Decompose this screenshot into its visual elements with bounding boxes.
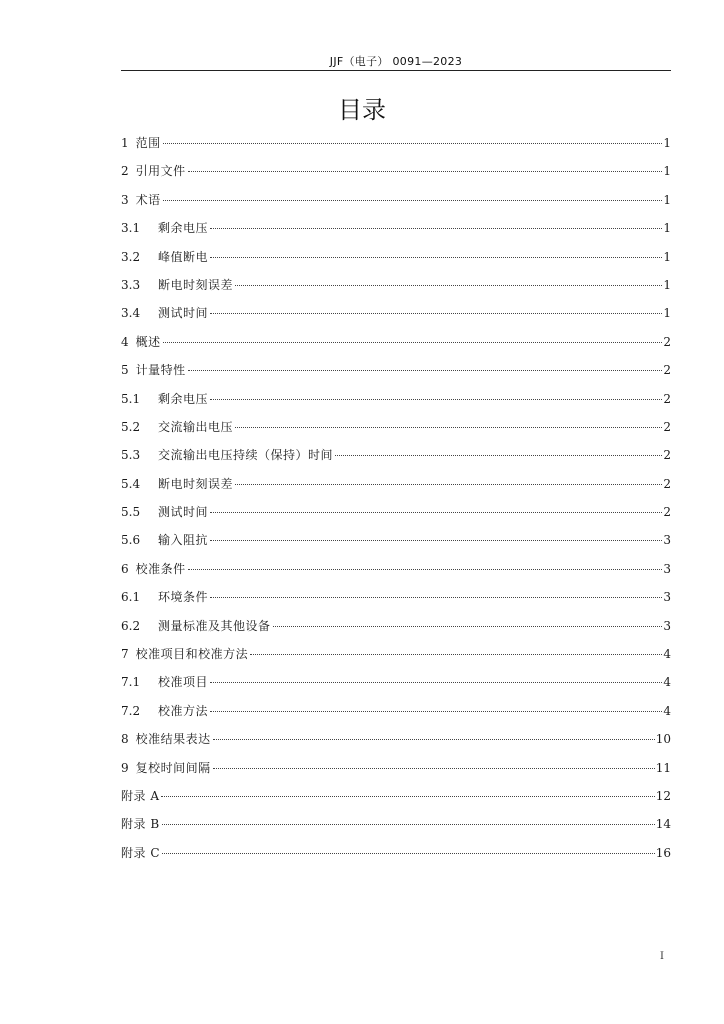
toc-entry-page: 10 xyxy=(655,732,671,747)
toc-entry[interactable] xyxy=(121,385,671,413)
toc-entry-label: 校准项目和校准方法 xyxy=(135,647,249,662)
toc-entry-page: 2 xyxy=(663,363,671,378)
toc-entry-number: 5 xyxy=(121,363,129,378)
toc-entry[interactable] xyxy=(121,754,671,782)
toc-entry[interactable] xyxy=(121,782,671,810)
toc-entry-page: 11 xyxy=(655,760,671,775)
toc-entry[interactable] xyxy=(121,526,671,554)
toc-entry-page: 1 xyxy=(663,221,671,236)
toc-entry-label: 附录 C xyxy=(121,845,160,860)
toc-dot-leader xyxy=(163,143,663,144)
toc-entry[interactable] xyxy=(121,725,671,753)
toc-entry[interactable] xyxy=(121,839,671,867)
toc-entry-page: 1 xyxy=(663,306,671,321)
toc-dot-leader xyxy=(273,626,663,627)
toc-entry-number: 7 xyxy=(121,647,129,662)
toc-dot-leader xyxy=(210,682,662,683)
toc-entry-label: 测试时间 xyxy=(158,505,209,520)
toc-dot-leader xyxy=(163,200,663,201)
toc-entry-page: 1 xyxy=(663,136,671,150)
toc-entry-label: 附录 A xyxy=(121,788,160,803)
toc-entry-label: 附录 B xyxy=(121,817,160,832)
toc-entry-page: 16 xyxy=(655,845,671,860)
toc-entry-label: 概述 xyxy=(135,334,161,349)
toc-entry-label: 剩余电压 xyxy=(158,221,209,236)
toc-dot-leader xyxy=(210,711,662,712)
toc-entry-page: 4 xyxy=(663,703,671,718)
toc-entry-page: 1 xyxy=(663,277,671,292)
toc-dot-leader xyxy=(210,597,662,598)
toc-dot-leader xyxy=(162,824,655,825)
toc-entry-number: 3.1 xyxy=(121,221,141,236)
toc-dot-leader xyxy=(210,228,662,229)
running-header: JJF（电子） 0091—2023 xyxy=(329,55,463,68)
toc-entry-number: 3.4 xyxy=(121,306,141,321)
toc-entry-number: 9 xyxy=(121,760,129,775)
toc-entry[interactable] xyxy=(121,697,671,725)
toc-entry-number: 5.5 xyxy=(121,505,141,520)
toc-entry-label: 交流输出电压 xyxy=(158,419,234,434)
toc-dot-leader xyxy=(210,399,662,400)
header-rule xyxy=(121,70,671,71)
toc-entry[interactable] xyxy=(121,129,671,157)
toc-entry[interactable] xyxy=(121,498,671,526)
toc-dot-leader xyxy=(235,484,662,485)
toc-entry-number: 3.2 xyxy=(121,249,141,264)
toc-entry-label: 校准结果表达 xyxy=(135,732,211,747)
toc-entry-number: 6.1 xyxy=(121,590,141,605)
toc-entry-label: 环境条件 xyxy=(158,590,209,605)
toc-dot-leader xyxy=(210,512,662,513)
page-title: 目录 xyxy=(338,96,386,124)
toc-entry-page: 3 xyxy=(663,618,671,633)
toc-entry-number: 5.4 xyxy=(121,476,141,491)
toc-dot-leader xyxy=(161,796,654,797)
table-of-contents xyxy=(121,129,671,867)
toc-entry-label: 范围 xyxy=(135,136,161,150)
toc-dot-leader xyxy=(163,342,663,343)
toc-dot-leader xyxy=(235,285,662,286)
toc-entry-number: 6.2 xyxy=(121,618,141,633)
toc-entry-number: 7.1 xyxy=(121,675,141,690)
toc-entry-number: 5.2 xyxy=(121,419,141,434)
toc-dot-leader xyxy=(210,313,662,314)
toc-entry[interactable] xyxy=(121,810,671,838)
toc-entry[interactable] xyxy=(121,612,671,640)
toc-dot-leader xyxy=(213,768,655,769)
toc-entry-page: 2 xyxy=(663,391,671,406)
toc-entry[interactable] xyxy=(121,413,671,441)
toc-entry-number: 8 xyxy=(121,732,129,747)
toc-entry[interactable] xyxy=(121,157,671,185)
toc-entry[interactable] xyxy=(121,668,671,696)
toc-entry-label: 断电时刻误差 xyxy=(158,476,234,491)
toc-entry[interactable] xyxy=(121,470,671,498)
toc-entry-label: 测试时间 xyxy=(158,306,209,321)
toc-entry-page: 4 xyxy=(663,647,671,662)
toc-entry-number: 2 xyxy=(121,164,129,179)
toc-entry-number: 5.6 xyxy=(121,533,141,548)
toc-entry-label: 峰值断电 xyxy=(158,249,209,264)
toc-dot-leader xyxy=(210,257,662,258)
toc-entry-page: 2 xyxy=(663,476,671,491)
toc-entry[interactable] xyxy=(121,640,671,668)
toc-entry-number: 5.3 xyxy=(121,448,141,463)
toc-entry-number: 3 xyxy=(121,192,129,207)
toc-entry[interactable] xyxy=(121,243,671,271)
toc-entry-page: 3 xyxy=(663,561,671,576)
toc-entry-page: 12 xyxy=(655,788,671,803)
toc-entry-number: 7.2 xyxy=(121,703,141,718)
toc-entry-number: 1 xyxy=(121,136,129,150)
toc-entry[interactable] xyxy=(121,583,671,611)
toc-entry-label: 校准条件 xyxy=(135,561,186,576)
toc-entry-number: 6 xyxy=(121,561,129,576)
toc-entry-page: 3 xyxy=(663,590,671,605)
toc-entry-label: 校准方法 xyxy=(158,703,209,718)
toc-entry-label: 剩余电压 xyxy=(158,391,209,406)
toc-entry-page: 2 xyxy=(663,448,671,463)
toc-entry-page: 1 xyxy=(663,192,671,207)
toc-entry-label: 复校时间间隔 xyxy=(135,760,211,775)
toc-dot-leader xyxy=(250,654,662,655)
toc-entry-page: 4 xyxy=(663,675,671,690)
toc-dot-leader xyxy=(188,370,663,371)
toc-entry-label: 测量标准及其他设备 xyxy=(158,618,271,633)
toc-entry-page: 2 xyxy=(663,334,671,349)
toc-entry[interactable] xyxy=(121,299,671,327)
toc-entry-number: 5.1 xyxy=(121,391,141,406)
toc-dot-leader xyxy=(235,427,662,428)
toc-entry[interactable] xyxy=(121,328,671,356)
toc-entry-label: 计量特性 xyxy=(135,363,186,378)
toc-dot-leader xyxy=(188,569,663,570)
toc-entry-label: 引用文件 xyxy=(135,164,186,179)
toc-entry[interactable] xyxy=(121,441,671,469)
toc-entry-number: 3.3 xyxy=(121,277,141,292)
toc-entry-page: 1 xyxy=(663,249,671,264)
toc-entry[interactable] xyxy=(121,356,671,384)
toc-entry[interactable] xyxy=(121,186,671,214)
toc-dot-leader xyxy=(188,171,663,172)
toc-entry-page: 14 xyxy=(655,817,671,832)
toc-entry-number: 4 xyxy=(121,334,129,349)
toc-entry-label: 校准项目 xyxy=(158,675,209,690)
toc-entry-label: 术语 xyxy=(135,192,161,207)
toc-entry-page: 3 xyxy=(663,533,671,548)
toc-entry[interactable] xyxy=(121,555,671,583)
toc-entry[interactable] xyxy=(121,214,671,242)
toc-dot-leader xyxy=(162,853,655,854)
toc-entry-page: 2 xyxy=(663,419,671,434)
toc-entry-label: 断电时刻误差 xyxy=(158,277,234,292)
toc-dot-leader xyxy=(335,455,662,456)
page-number: I xyxy=(660,951,664,962)
toc-entry-page: 1 xyxy=(663,164,671,179)
toc-entry-label: 交流输出电压持续（保持）时间 xyxy=(158,448,334,463)
toc-entry[interactable] xyxy=(121,271,671,299)
toc-entry-page: 2 xyxy=(663,505,671,520)
toc-dot-leader xyxy=(210,540,662,541)
toc-entry-label: 输入阻抗 xyxy=(158,533,209,548)
toc-dot-leader xyxy=(213,739,655,740)
